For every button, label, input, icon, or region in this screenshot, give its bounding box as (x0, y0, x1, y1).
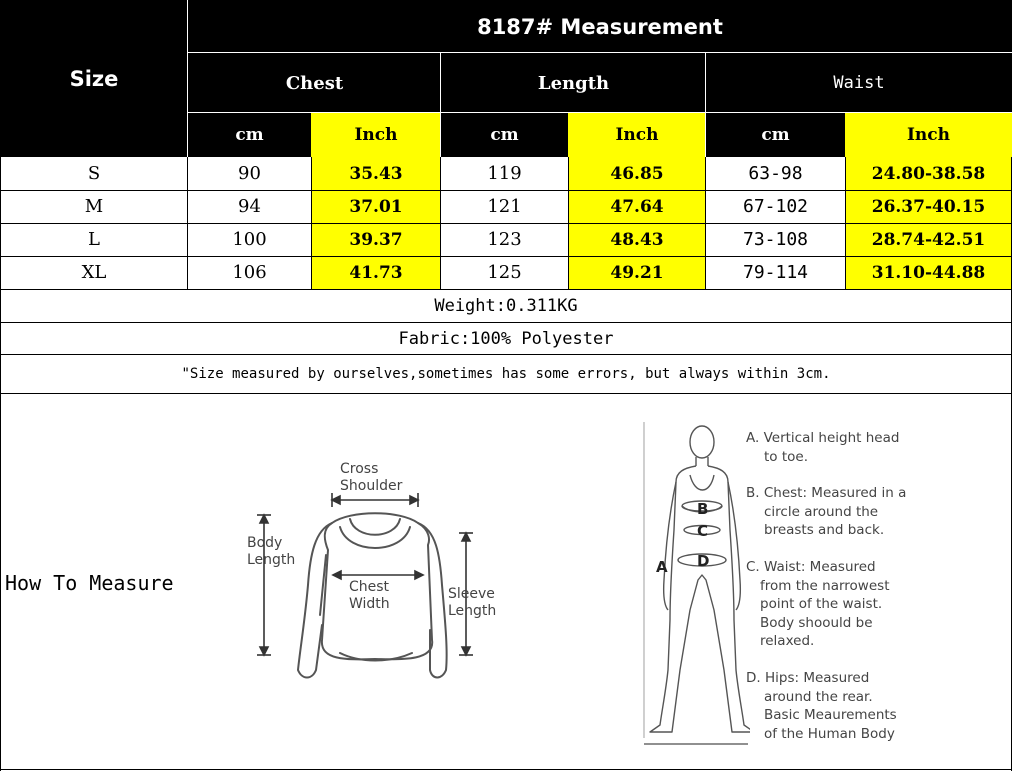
note-b: B. Chest: Measured in a circle around the breasts and back. (746, 485, 907, 538)
size-header: Size (0, 0, 188, 157)
body-length-label: Body Length (247, 535, 296, 568)
group-length: Length (441, 53, 706, 113)
cross-shoulder-label: Cross Shoulder (340, 461, 403, 494)
table-row (0, 256, 1012, 289)
body-measure-diagram (640, 420, 750, 750)
length-cm-cell: 121 (487, 196, 522, 217)
size-cell: M (84, 196, 104, 217)
waist-cm-cell: 73-108 (742, 229, 809, 250)
waist-cm-cell: 79-114 (742, 262, 809, 283)
body-letter-b: B (697, 500, 709, 518)
sleeve-length-label: Sleeve Length (448, 586, 497, 619)
length-inch-cell: 49.21 (610, 262, 664, 283)
group-chest: Chest (188, 53, 441, 113)
chest-inch-cell: 35.43 (349, 163, 403, 184)
table-row (0, 223, 1012, 256)
unit-length-inch: Inch (568, 113, 706, 157)
body-letter-d: D (697, 552, 710, 570)
size-cell: L (88, 229, 100, 250)
table-row (0, 157, 1012, 190)
table-row (0, 190, 1012, 223)
unit-waist-inch: Inch (845, 113, 1012, 157)
length-inch-cell: 48.43 (610, 229, 664, 250)
length-cm-cell: 123 (487, 229, 522, 250)
length-inch-cell: 46.85 (610, 163, 664, 184)
unit-chest-inch: Inch (311, 113, 441, 157)
length-cm-cell: 125 (487, 262, 522, 283)
data-rows (0, 157, 1012, 289)
chest-cm-cell: 106 (232, 262, 267, 283)
unit-waist-cm: cm (706, 113, 845, 157)
unit-chest-cm: cm (188, 113, 311, 157)
note-row: "Size measured by ourselves,sometimes has some errors, but always within 3cm. (181, 366, 831, 382)
chest-inch-cell: 39.37 (349, 229, 403, 250)
waist-inch-cell: 28.74-42.51 (871, 229, 986, 250)
unit-length-cm: cm (441, 113, 568, 157)
length-inch-cell: 47.64 (610, 196, 664, 217)
table-title: 8187# Measurement (188, 0, 1012, 53)
note-c: C. Waist: Measured from the narrowest point of the waist. Body shoould be relaxed. (746, 559, 890, 649)
chest-cm-cell: 90 (238, 163, 261, 184)
chest-inch-cell: 37.01 (349, 196, 403, 217)
how-to-measure-label: How To Measure (5, 571, 174, 595)
chest-width-label: Chest Width (349, 579, 390, 612)
body-letter-a: A (656, 558, 668, 576)
length-cm-cell: 119 (487, 163, 522, 184)
size-cell: XL (81, 262, 107, 283)
weight-row: Weight:0.311KG (434, 296, 578, 316)
waist-inch-cell: 24.80-38.58 (871, 163, 986, 184)
size-cell: S (87, 163, 101, 184)
chest-cm-cell: 94 (238, 196, 261, 217)
waist-inch-cell: 31.10-44.88 (871, 262, 986, 283)
waist-inch-cell: 26.37-40.15 (871, 196, 986, 217)
note-d: D. Hips: Measured around the rear. Basic Meaurements of the Human Body (746, 670, 897, 742)
chest-inch-cell: 41.73 (349, 262, 403, 283)
fabric-row: Fabric:100% Polyester (398, 328, 614, 349)
group-waist: Waist (706, 53, 1012, 113)
body-letter-c: C (697, 522, 709, 540)
note-a: A. Vertical height head to toe. (746, 430, 900, 465)
shirt-measure-diagram (240, 455, 510, 695)
waist-cm-cell: 67-102 (742, 196, 809, 217)
waist-cm-cell: 63-98 (748, 163, 803, 184)
chest-cm-cell: 100 (232, 229, 267, 250)
